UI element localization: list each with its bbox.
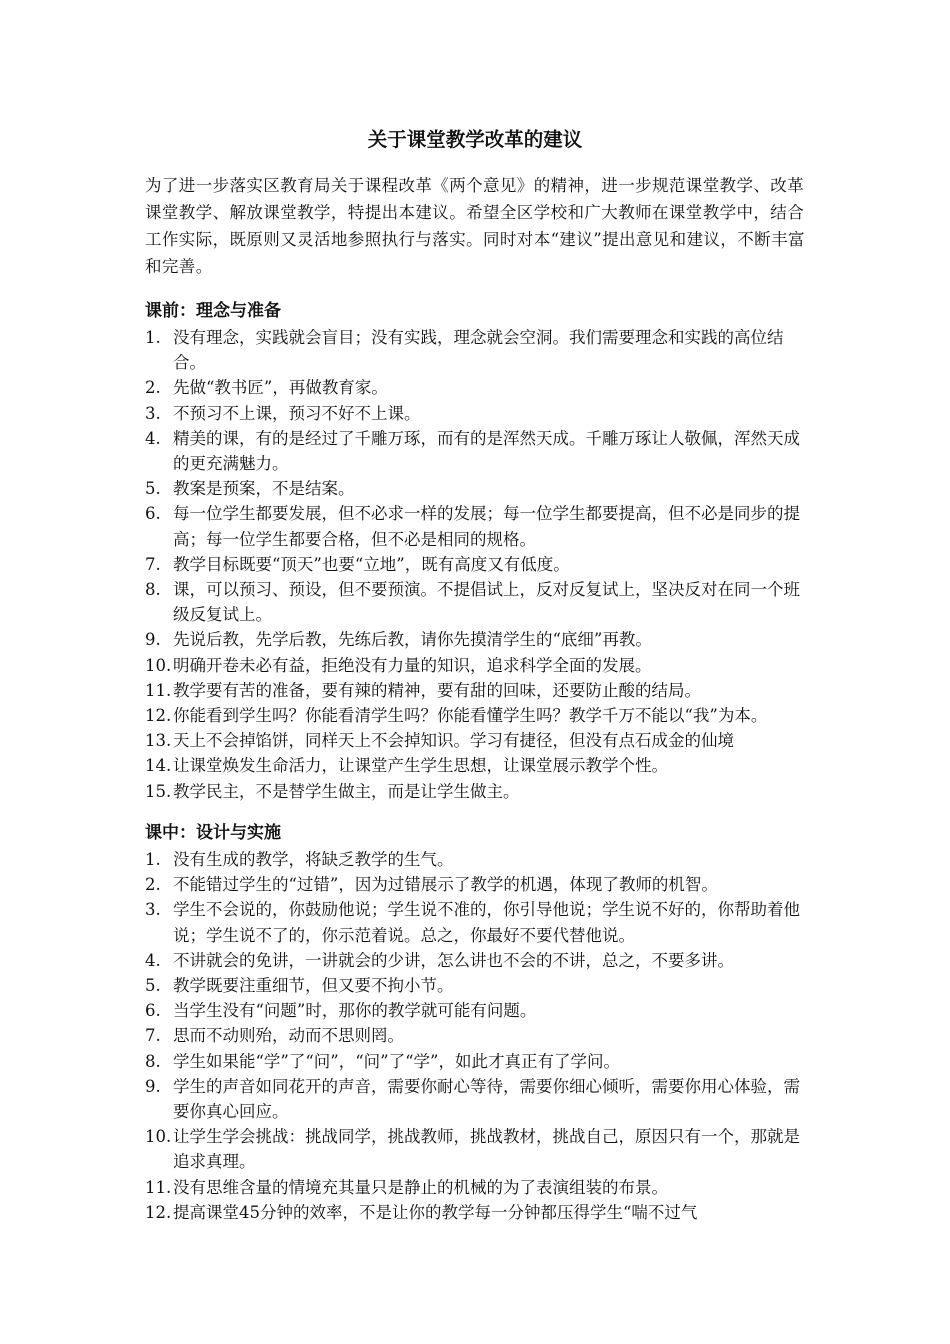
item-number: 4.: [145, 428, 161, 448]
item-text: 教学民主，不是替学生做主，而是让学生做主。: [173, 781, 520, 801]
item-number: 2.: [145, 875, 161, 895]
list-item: [145, 577, 815, 627]
item-number: 7.: [145, 554, 161, 574]
item-text: 提高课堂45分钟的效率，不是让你的教学每一分钟都压得学生“喘不过气: [173, 1202, 698, 1222]
item-text: 教学既要注重细节，但又要不拘小节。: [173, 976, 454, 996]
item-text: 让学生学会挑战：挑战同学，挑战教师，挑战教材，挑战自己，原因只有一个，那就是追求真理。: [173, 1127, 800, 1172]
item-number: 3.: [145, 900, 161, 920]
document-title: 关于课堂教学改革的建议: [367, 128, 583, 151]
list-item: [145, 897, 815, 947]
item-text: 没有理念，实践就会盲目；没有实践，理念就会空洞。我们需要理念和实践的高位结合。: [173, 328, 784, 373]
list-item: [145, 653, 815, 678]
item-number: 12.: [145, 706, 172, 726]
section-heading: 课中：设计与实施: [145, 823, 281, 843]
item-number: 12.: [145, 1202, 172, 1222]
list-item: [145, 627, 815, 652]
list-item: [145, 678, 815, 703]
item-number: 1.: [145, 850, 161, 869]
item-number: 5.: [145, 479, 161, 499]
list-item: [145, 948, 815, 973]
item-text: 学生如果能“学”了“问”，“问”了“学”，如此才真正有了学问。: [173, 1051, 620, 1071]
list-item: [145, 847, 815, 872]
list-item: [145, 375, 815, 400]
list-item: [145, 476, 815, 501]
item-text: 学生不会说的，你鼓励他说；学生说不准的，你引导他说；学生说不好的，你帮助着他说；学生说不了的，你示范着说。总之，你最好不要代替他说。: [173, 900, 800, 945]
list-item: [145, 426, 815, 476]
item-text: 教学目标既要“顶天”也要“立地”，既有高度又有低度。: [173, 554, 570, 574]
list-item: [145, 1124, 815, 1174]
list-item: [145, 753, 815, 778]
item-text: 学生的声音如同花开的声音，需要你耐心等待，需要你细心倾听，需要你用心体验，需要你真心回应。: [173, 1076, 800, 1122]
item-text: 精美的课，有的是经过了千雕万琢，而有的是浑然天成。千雕万琢让人敬佩，浑然天成的更充满魅力。: [173, 428, 800, 474]
list-item: [145, 501, 815, 551]
item-text: 教学要有苦的准备，要有辣的精神，要有甜的回味，还要防止酸的结局。: [173, 680, 701, 700]
item-text: 教案是预案，不是结案。: [173, 479, 355, 499]
item-number: 13.: [145, 731, 172, 751]
list-item: [145, 872, 815, 897]
item-text: 明确开卷未必有益，拒绝没有力量的知识，追求科学全面的发展。: [173, 655, 652, 675]
suggestion-list: [145, 847, 815, 1225]
item-number: 8.: [145, 580, 161, 600]
item-number: 1.: [145, 328, 161, 347]
section-during-class: [145, 820, 815, 1225]
item-number: 7.: [145, 1026, 161, 1046]
item-number: 6.: [145, 1001, 161, 1021]
item-text: 思而不动则殆，动而不思则罔。: [173, 1026, 404, 1046]
item-text: 天上不会掉馅饼，同样天上不会掉知识。学习有捷径，但没有点石成金的仙境: [173, 731, 734, 751]
item-number: 4.: [145, 950, 161, 970]
list-item: [145, 779, 815, 804]
list-item: [145, 401, 815, 426]
item-number: 15.: [145, 781, 172, 801]
section-heading: 课前：理念与准备: [145, 301, 281, 321]
item-text: 不讲就会的免讲，一讲就会的少讲，怎么讲也不会的不讲，总之，不要多讲。: [173, 950, 734, 970]
item-number: 11.: [145, 1177, 172, 1197]
item-text: 每一位学生都要发展，但不必求一样的发展；每一位学生都要提高，但不必是同步的提高；每一位学生都要合格，但不必是相同的规格。: [173, 504, 800, 549]
list-item: [145, 1049, 815, 1074]
item-number: 5.: [145, 976, 161, 996]
item-number: 14.: [145, 756, 172, 776]
item-text: 让课堂焕发生命活力，让课堂产生学生思想，让课堂展示教学个性。: [173, 756, 668, 776]
item-text: 先说后教，先学后教，先练后教，请你先摸清学生的“底细”再教。: [173, 630, 652, 650]
list-item: [145, 325, 815, 375]
item-text: 不能错过学生的“过错”，因为过错展示了教学的机遇，体现了教师的机智。: [173, 875, 718, 895]
item-text: 没有生成的教学，将缺乏教学的生气。: [173, 850, 454, 869]
list-item: [145, 1074, 815, 1124]
item-text: 课，可以预习、预设，但不要预演。不提倡试上，反对反复试上，坚决反对在同一个班级反复试上。: [173, 580, 800, 625]
item-number: 9.: [145, 630, 161, 650]
list-item: [145, 1200, 815, 1225]
list-item: [145, 703, 815, 728]
list-item: [145, 728, 815, 753]
suggestion-list: [145, 325, 815, 804]
item-number: 9.: [145, 1076, 161, 1096]
item-text: 你能看到学生吗？你能看清学生吗？你能看懂学生吗？教学千万不能以“我”为本。: [173, 706, 768, 726]
item-text: 当学生没有“问题”时，那你的教学就可能有问题。: [173, 1001, 537, 1021]
item-number: 2.: [145, 378, 161, 398]
list-item: [145, 973, 815, 998]
item-number: 3.: [145, 403, 161, 423]
intro-paragraph: 为了进一步落实区教育局关于课程改革《两个意见》的精神，进一步规范课堂教学、改革课堂教学、解放课堂教学，特提出本建议。希望全区学校和广大教师在课堂教学中，结合工作实际，既原则又灵活地参照执行与落实。同时对本“建议”提出意见和建议，不断丰富和完善。: [145, 176, 805, 276]
item-number: 11.: [145, 680, 172, 700]
item-number: 10.: [145, 655, 172, 675]
section-before-class: [145, 298, 815, 804]
list-item: [145, 1175, 815, 1200]
item-number: 10.: [145, 1127, 172, 1147]
item-text: 不预习不上课，预习不好不上课。: [173, 403, 421, 423]
item-text: 先做“教书匠”，再做教育家。: [173, 378, 388, 398]
list-item: [145, 552, 815, 577]
item-number: 6.: [145, 504, 161, 524]
item-text: 没有思维含量的情境充其量只是静止的机械的为了表演组装的布景。: [173, 1177, 668, 1197]
list-item: [145, 998, 815, 1023]
list-item: [145, 1023, 815, 1048]
item-number: 8.: [145, 1051, 161, 1071]
